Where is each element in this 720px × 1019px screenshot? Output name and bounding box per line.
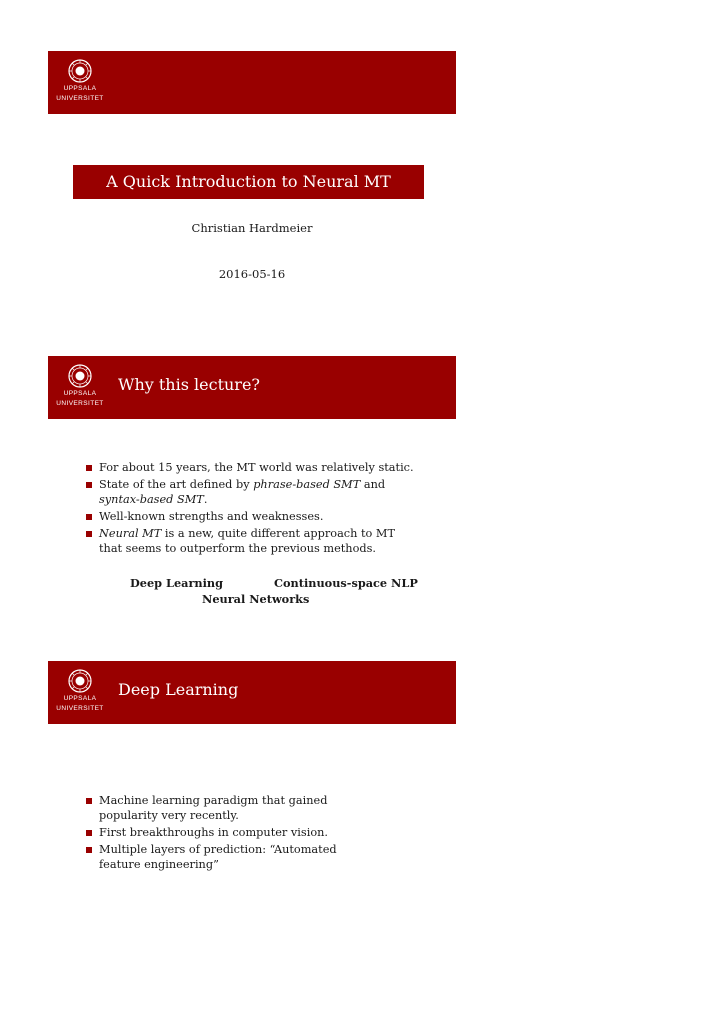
logo-line1: UPPSALA <box>63 390 97 397</box>
bullet-text: For about 15 years, the MT world was relatively static. <box>99 461 414 474</box>
bullet-text: First breakthroughs in computer vision. <box>99 826 328 839</box>
slide3-banner <box>48 661 456 724</box>
presentation-title: A Quick Introduction to Neural MT <box>73 165 424 199</box>
bullet-square-icon <box>86 847 92 853</box>
logo-line1: UPPSALA <box>63 85 97 92</box>
list-item <box>86 793 376 823</box>
list-item <box>86 526 416 556</box>
university-logo <box>54 59 106 103</box>
university-logo <box>54 669 106 713</box>
author-name: Christian Hardmeier <box>191 221 313 235</box>
logo-line1: UPPSALA <box>63 695 97 702</box>
bullet-text: is a new, quite different approach to MT that seems to outperform the previous methods. <box>99 527 396 555</box>
bullet-text: Machine learning paradigm that gained popularity very recently. <box>99 794 328 822</box>
presentation-date: 2016-05-16 <box>218 267 286 281</box>
logo-line2: UNIVERSITET <box>56 95 104 102</box>
bullet-square-icon <box>86 482 92 488</box>
bullet-text: State of the art defined by <box>99 478 254 491</box>
bullet-text: and <box>360 478 386 491</box>
university-seal-icon <box>68 669 92 693</box>
bullet-text: Multiple layers of prediction: “Automated feature engineering” <box>99 843 337 871</box>
list-item <box>86 509 416 524</box>
university-seal-icon <box>68 59 92 83</box>
bullet-square-icon <box>86 514 92 520</box>
bullet-emphasis: syntax-based SMT <box>99 493 204 506</box>
keyword-deep-learning: Deep Learning <box>130 576 224 590</box>
slide1-banner <box>48 51 456 114</box>
list-item <box>86 842 376 872</box>
keyword-neural-networks: Neural Networks <box>202 592 310 606</box>
bullet-square-icon <box>86 465 92 471</box>
bullet-square-icon <box>86 830 92 836</box>
bullet-text: Well-known strengths and weaknesses. <box>99 510 324 523</box>
slide-title: Why this lecture? <box>118 375 260 394</box>
list-item <box>86 477 416 507</box>
bullet-emphasis: phrase-based SMT <box>253 478 361 491</box>
logo-line2: UNIVERSITET <box>56 705 104 712</box>
bullet-square-icon <box>86 798 92 804</box>
list-item <box>86 460 416 475</box>
keyword-continuous-space-nlp: Continuous-space NLP <box>274 576 418 590</box>
university-seal-icon <box>68 364 92 388</box>
list-item <box>86 825 376 840</box>
slide2-bullet-list <box>86 460 416 558</box>
bullet-emphasis: Neural MT <box>99 527 162 540</box>
slide-title: Deep Learning <box>118 680 239 699</box>
bullet-text: . <box>203 493 208 506</box>
logo-line2: UNIVERSITET <box>56 400 104 407</box>
university-logo <box>54 364 106 408</box>
bullet-square-icon <box>86 531 92 537</box>
slide2-banner <box>48 356 456 419</box>
slide3-bullet-list <box>86 793 376 874</box>
